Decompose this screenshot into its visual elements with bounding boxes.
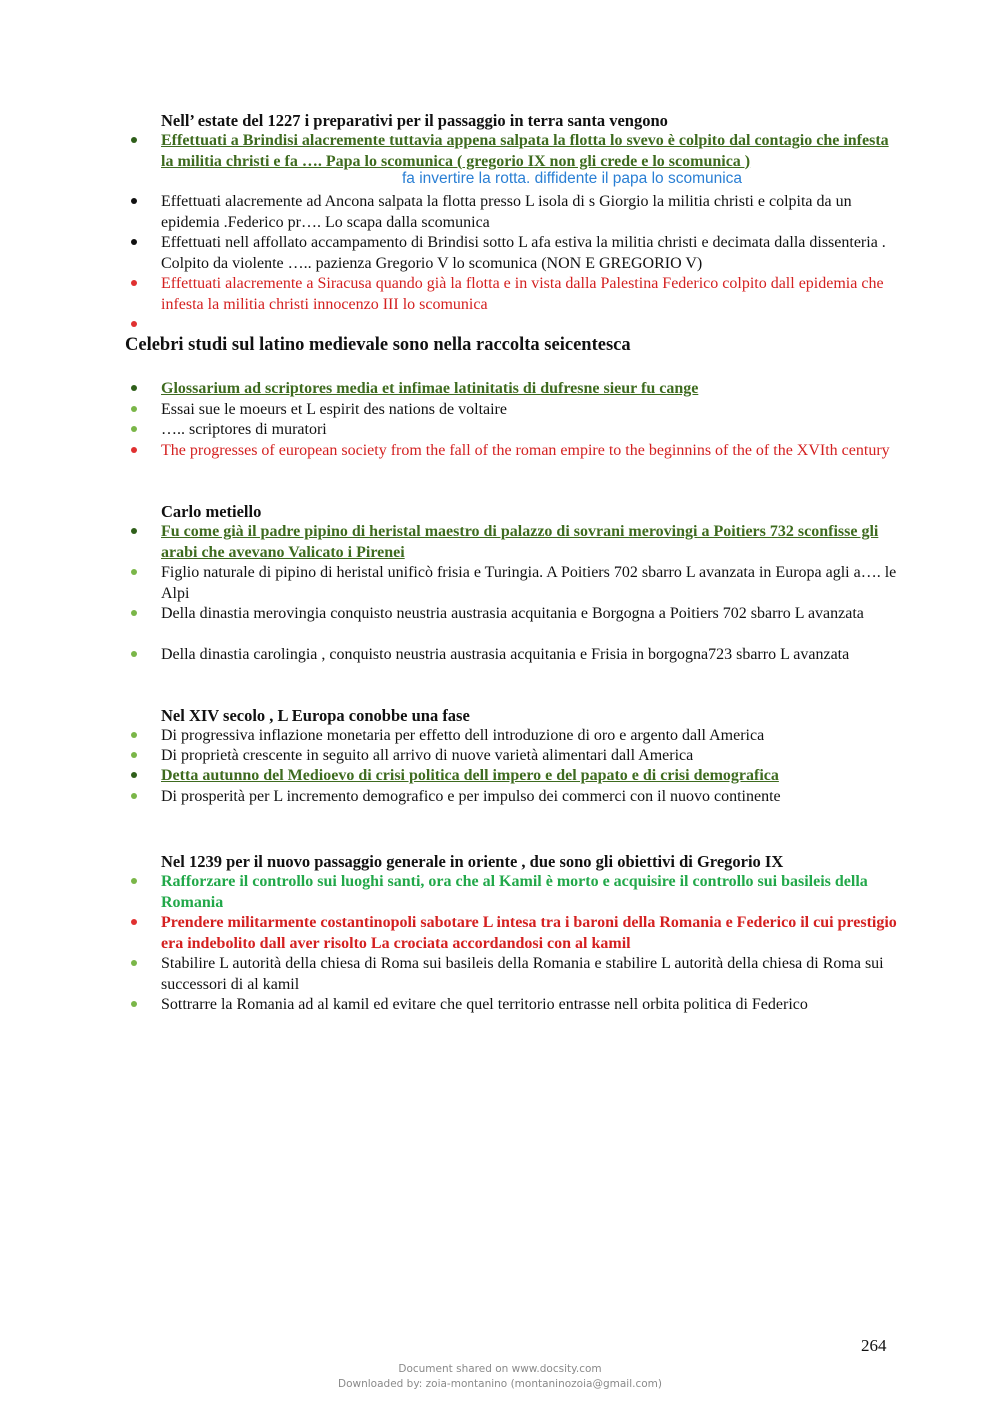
page-number: 264: [861, 1336, 887, 1355]
answer-text: Della dinastia carolingia , conquisto neustria austrasia acquitania e Frisia in borgogna723 sbarro L avanzata: [161, 646, 850, 663]
footer-downloaded: Downloaded by: zoia-montanino (montaninozoia@gmail.com): [338, 1378, 662, 1390]
bullet: [131, 919, 137, 925]
bullet: [131, 406, 137, 412]
answer-text: Di progressiva inflazione monetaria per effetto dell introduzione di oro e argento dall America: [161, 727, 765, 744]
answer-text: The progresses of european society from the fall of the roman empire to the beginnins of the of the XVIth century: [161, 442, 890, 459]
bullet: [131, 1001, 137, 1007]
bullet: [131, 426, 137, 432]
bullet: [131, 793, 137, 799]
answer-5c: [161, 954, 901, 995]
answer-text: Effettuati alacremente a Siracusa quando già la flotta e in vista dalla Palestina Federico colpito dall epidemia che infesta la militia christi innocenzo III lo scomunica: [161, 275, 884, 313]
answer-3a: [161, 522, 901, 563]
answer-2a: [161, 379, 901, 400]
answer-text: Rafforzare il controllo sui luoghi santi, ora che al Kamil è morto e acquisire il controllo sui basileis della Romania: [161, 873, 868, 911]
answer-5a: [161, 872, 901, 913]
handwritten-note: fa invertire la rotta. diffidente il papa lo scomunica: [402, 170, 743, 187]
question-4: Nel XIV secolo , L Europa conobbe una fase: [161, 706, 470, 725]
bullet: [131, 137, 137, 143]
bullet: [131, 280, 137, 286]
question-3: Carlo metiello: [161, 502, 262, 521]
answer-5d: [161, 995, 901, 1016]
answer-4c: [161, 766, 901, 787]
answer-2b: [161, 400, 901, 421]
answer-text: Stabilire L autorità della chiesa di Roma sui basileis della Romania e stabilire L autorità della chiesa di Roma sui successori di al kamil: [161, 955, 884, 993]
answer-3b: [161, 563, 901, 604]
answer-text: ….. scriptores di muratori: [161, 421, 327, 438]
answer-4d: [161, 787, 901, 808]
answer-text: Effettuati a Brindisi alacremente tuttavia appena salpata la flotta lo svevo è colpito dal contagio che infesta la militia christi e fa …. Papa lo scomunica ( gregorio IX non gli crede e lo scomunica ): [161, 132, 889, 170]
bullet: [131, 385, 137, 391]
answer-2c: [161, 420, 901, 441]
answer-text: Effettuati alacremente ad Ancona salpata la flotta presso L isola di s Giorgio la militia christi e colpita da un epidemia .Federico pr…. Lo scapa dalla scomunica: [161, 193, 852, 231]
answer-text: Glossarium ad scriptores media et infimae latinitatis di dufresne sieur fu cange: [161, 380, 699, 397]
bullet: [131, 447, 137, 453]
answer-text: Essai sue le moeurs et L espirit des nations de voltaire: [161, 401, 507, 418]
answer-text: Di proprietà crescente in seguito all arrivo di nuove varietà alimentari dall America: [161, 747, 694, 764]
question-2: Celebri studi sul latino medievale sono nella raccolta seicentesca: [125, 335, 631, 355]
bullet: [131, 610, 137, 616]
answer-4a: [161, 726, 901, 747]
bullet: [131, 569, 137, 575]
bullet: [131, 198, 137, 204]
footer-shared: Document shared on www.docsity.com: [398, 1363, 602, 1375]
answer-5b: [161, 913, 901, 954]
answer-1a: [161, 131, 901, 172]
answer-text: Figlio naturale di pipino di heristal unificò frisia e Turingia. A Poitiers 702 sbarro L avanzata in Europa agli a…. le Alpi: [161, 564, 897, 602]
question-1: Nell’ estate del 1227 i preparativi per il passaggio in terra santa vengono: [161, 111, 668, 130]
answer-3d: [161, 645, 901, 666]
answer-text: Sottrarre la Romania ad al kamil ed evitare che quel territorio entrasse nell orbita politica di Federico: [161, 996, 808, 1013]
answer-text: Fu come già il padre pipino di heristal maestro di palazzo di sovrani merovingi a Poitiers 732 sconfisse gli arabi che avevano Valicato i Pirenei: [161, 523, 879, 561]
answer-1c: [161, 233, 901, 274]
bullet: [131, 239, 137, 245]
bullet: [131, 752, 137, 758]
answer-2d: [161, 441, 901, 462]
bullet: [131, 960, 137, 966]
answer-text: Effettuati nell affollato accampamento di Brindisi sotto L afa estiva la militia christi e decimata dalla dissenteria . Colpito da violente ….. pazienza Gregorio V lo scomunica (NON E GREGORIO V): [161, 234, 886, 272]
answer-text: Prendere militarmente costantinopoli sabotare L intesa tra i baroni della Romania e Federico il cui prestigio era indebolito dall aver risolto La crociata accordandosi con al kamil: [161, 914, 897, 952]
bullet: [131, 732, 137, 738]
answer-text: Della dinastia merovingia conquisto neustria austrasia acquitania e Borgogna a Poitiers 702 sbarro L avanzata: [161, 605, 864, 622]
answer-1d: [161, 274, 901, 315]
bullet: [131, 528, 137, 534]
answer-1b: [161, 192, 901, 233]
answer-4b: [161, 746, 901, 767]
question-5: Nel 1239 per il nuovo passaggio generale in oriente , due sono gli obiettivi di Gregorio IX: [161, 852, 784, 871]
bullet: [131, 772, 137, 778]
answer-3c: [161, 604, 901, 625]
answer-text: Di prosperità per L incremento demografico e per impulso dei commerci con il nuovo continente: [161, 788, 781, 805]
bullet: [131, 878, 137, 884]
bullet: [131, 651, 137, 657]
bullet: [131, 321, 137, 327]
answer-text: Detta autunno del Medioevo di crisi politica dell impero e del papato e di crisi demografica: [161, 767, 779, 784]
